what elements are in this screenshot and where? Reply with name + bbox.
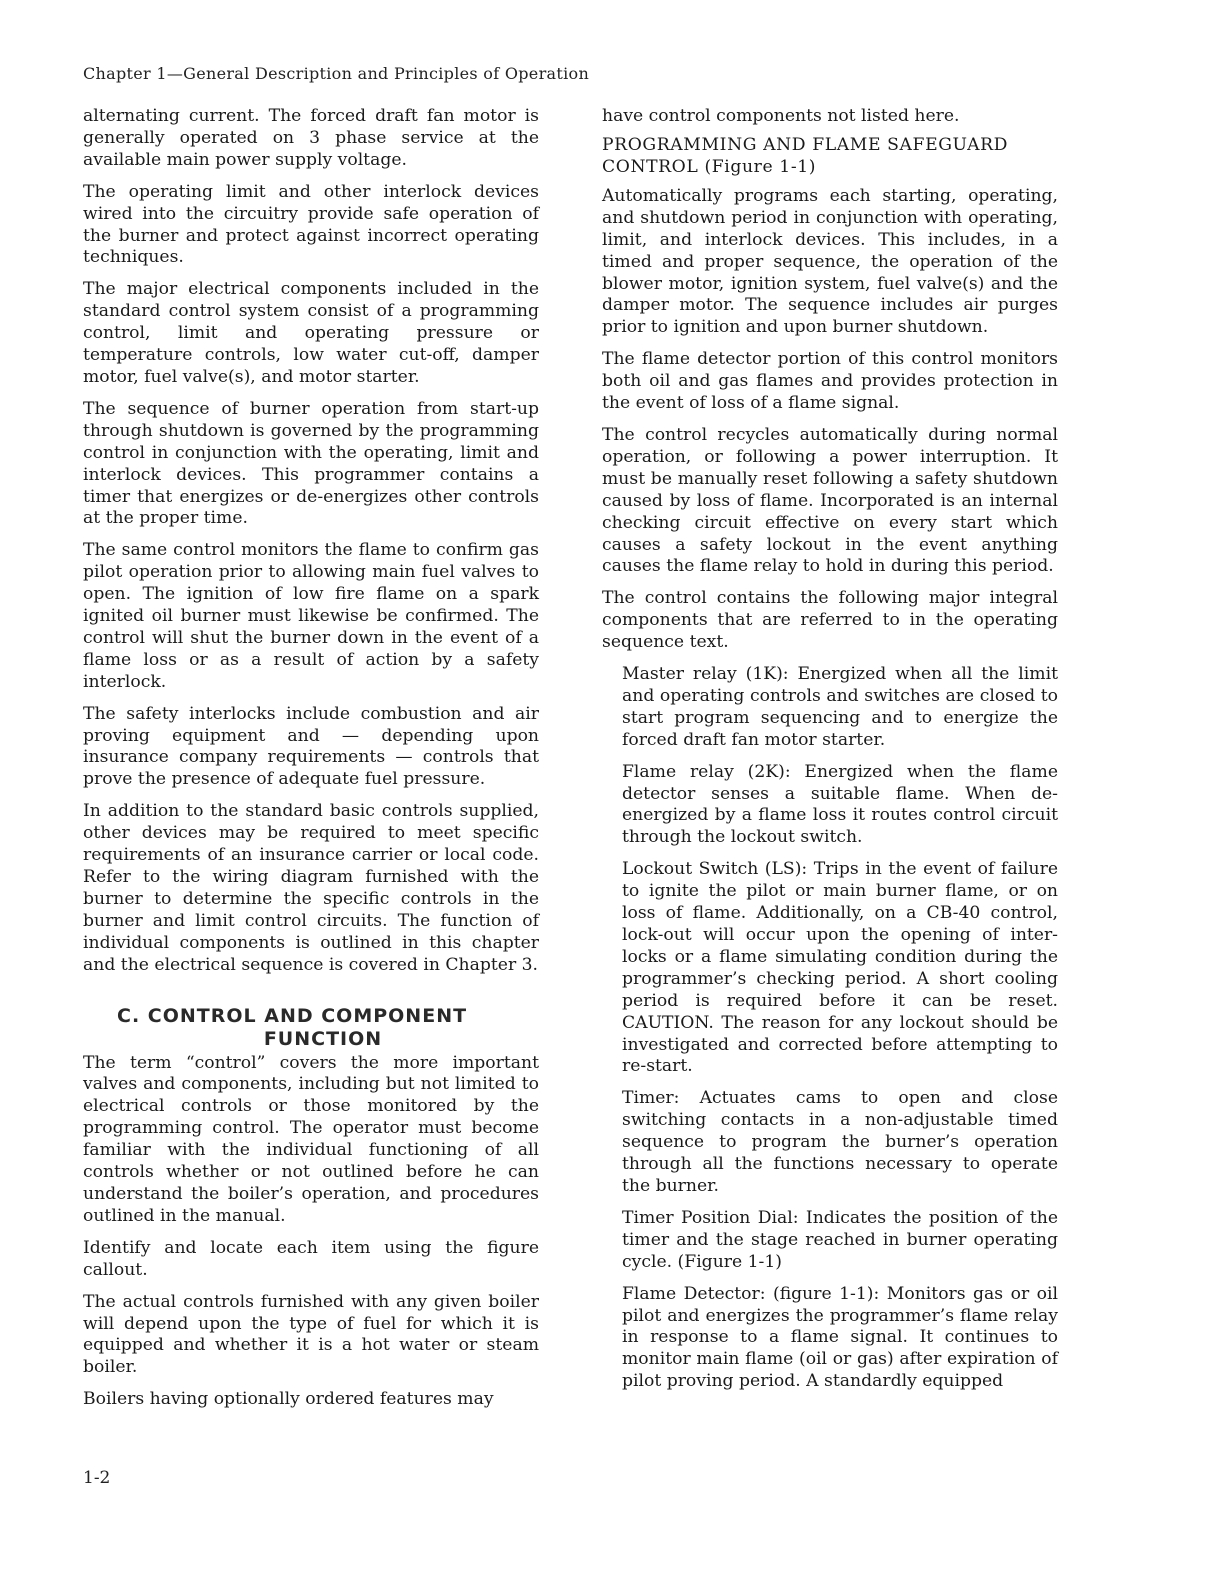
paragraph: have control components not listed here. bbox=[602, 106, 960, 126]
paragraph: alternating current. The forced draft fan motor is generally operated on 3 phase service at the available main power supply voltage. bbox=[83, 106, 539, 170]
subsection-heading bbox=[602, 134, 1058, 178]
paragraph: The control contains the following major integral components that are referred to in the operating sequence text. bbox=[602, 588, 1058, 653]
paragraph: Automatically programs each starting, operating, and shutdown period in conjunction with operating, limit, and interlock devices. This includes, in a timed and proper sequence, the operation of the blower motor, ignition system, fuel valve(s) and the damper motor. The sequence includes air purges prior to ignition and upon burner shutdown. bbox=[602, 185, 1058, 338]
page-number: 1-2 bbox=[83, 1468, 111, 1488]
left-column bbox=[83, 106, 539, 1421]
running-head: Chapter 1—General Description and Principles of Operation bbox=[83, 64, 590, 83]
paragraph: The term “control” covers the more important valves and components, including but not limited to electrical controls or those monitored by the programming control. The operator must become familiar with the individual functioning of all controls whether or not outlined before he can understand the boiler’s operation, and procedures outlined in the manual. bbox=[83, 1052, 539, 1226]
component-item-master-relay: Master relay (1K): Energized when all the limit and operating controls and switches are closed to start program sequencing and to energize the forced draft fan motor starter. bbox=[622, 664, 1058, 750]
section-title-line2: FUNCTION bbox=[263, 1027, 383, 1050]
component-item-timer-position-dial: Timer Position Dial: Indicates the position of the timer and the stage reached in burner operating cycle. (Figure 1-1) bbox=[622, 1207, 1058, 1272]
component-item-flame-relay: Flame relay (2K): Energized when the flame detector senses a suitable flame. When de-energized by a flame loss it routes control circuit through the lockout switch. bbox=[622, 761, 1058, 848]
paragraph: The safety interlocks include combustion and air proving equipment and — depending upon insurance company requirements — controls that prove the presence of adequate fuel pressure. bbox=[83, 703, 539, 790]
paragraph: Boilers having optionally ordered features may bbox=[83, 1389, 494, 1410]
paragraph: The control recycles automatically during normal operation, or following a power interruption. It must be manually reset following a safety shutdown caused by loss of flame. Incorporated is an internal checking circuit effective on every start which causes a safety lockout in the event anything causes the flame relay to hold in during this period. bbox=[602, 424, 1058, 577]
section-title bbox=[83, 1005, 539, 1051]
paragraph: The sequence of burner operation from start-up through shutdown is governed by the programming control in conjunction with the operating, limit and interlock devices. This programmer contains a timer that energizes or de-energizes other controls at the proper time. bbox=[83, 398, 539, 529]
component-item-timer: Timer: Actuates cams to open and close switching contacts in a non-adjustable timed sequence to program the burner’s operation through all the functions necessary to operate the burner. bbox=[622, 1088, 1058, 1196]
paragraph: In addition to the standard basic controls supplied, other devices may be required to meet specific requirements of an insurance carrier or local code. Refer to the wiring diagram furnished with the burner to determine the specific controls in the burner and limit control circuits. The function of individual components is outlined in this chapter and the electrical sequence is covered in Chapter 3. bbox=[83, 801, 539, 975]
paragraph: The flame detector portion of this control monitors both oil and gas flames and provides protection in the event of loss of a flame signal. bbox=[602, 349, 1058, 414]
subsection-heading-line1: PROGRAMMING AND FLAME SAFEGUARD bbox=[602, 134, 1009, 155]
right-column bbox=[602, 106, 1058, 1403]
paragraph: The major electrical components included in the standard control system consist of a programming control, limit and operating pressure or temperature controls, low water cut-off, damper motor, fuel valve(s), and motor starter. bbox=[83, 279, 539, 387]
paragraph: The actual controls furnished with any given boiler will depend upon the type of fuel for which it is equipped and whether it is a hot water or steam boiler. bbox=[83, 1291, 539, 1378]
subsection-heading-line2: CONTROL (Figure 1-1) bbox=[602, 156, 817, 177]
section-title-line1: C. CONTROL AND COMPONENT bbox=[117, 1004, 468, 1027]
paragraph: The operating limit and other interlock devices wired into the circuitry provide safe operation of the burner and protect against incorrect operating techniques. bbox=[83, 181, 539, 268]
paragraph: The same control monitors the flame to confirm gas pilot operation prior to allowing main fuel valves to open. The ignition of low fire flame on a spark ignited oil burner must likewise be confirmed. The control will shut the burner down in the event of a flame loss or as a result of action by a safety interlock. bbox=[83, 540, 539, 692]
component-item-flame-detector: Flame Detector: (figure 1-1): Monitors gas or oil pilot and energizes the programmer’s flame relay in response to a flame signal. It continues to monitor main flame (oil or gas) after expiration of pilot proving period. A standardly equipped bbox=[622, 1283, 1058, 1392]
component-item-lockout-switch: Lockout Switch (LS): Trips in the event of failure to ignite the pilot or main burner flame, or on loss of flame. Additionally, on a CB-40 control, lock-out will occur upon the opening of inter-locks or a flame simulating condition during the programmer’s checking period. A short cooling period is required before it can be reset. CAUTION. The reason for any lockout should be investigated and corrected before attempting to re-start. bbox=[622, 859, 1058, 1077]
paragraph: Identify and locate each item using the figure callout. bbox=[83, 1237, 539, 1280]
